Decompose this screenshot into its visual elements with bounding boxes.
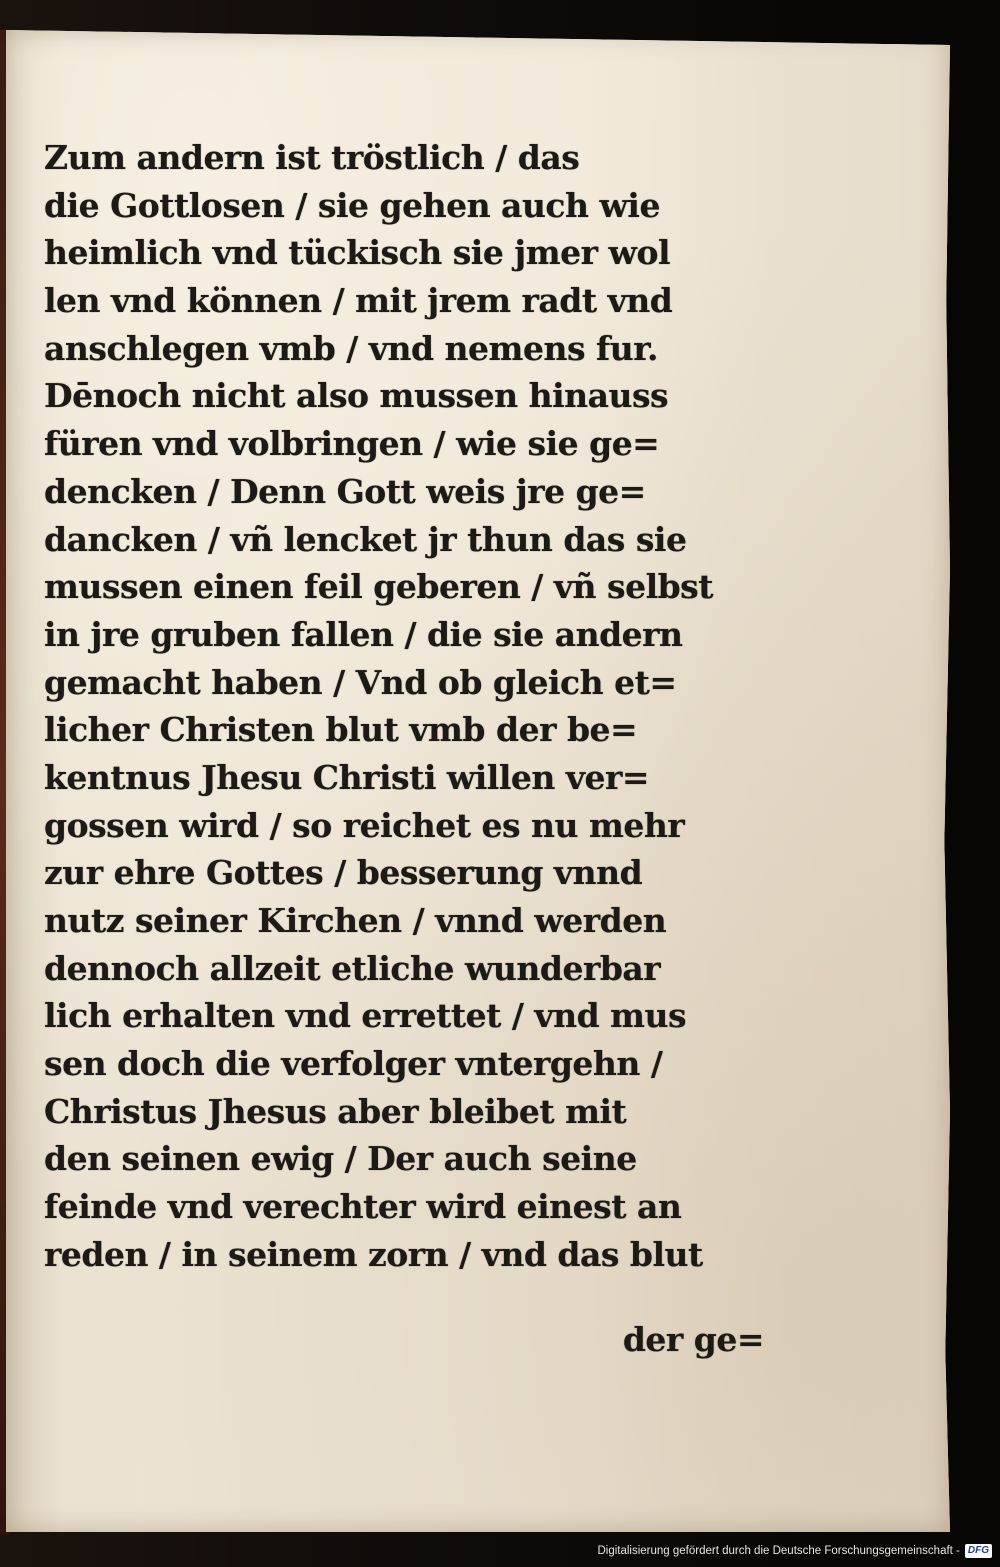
text-line: anschlegen vmb / vnd nemens fur. [44, 328, 659, 368]
text-line: heimlich vnd tückisch sie jmer wol [44, 233, 670, 273]
text-line: gossen wird / so reichet es nu mehr [44, 805, 685, 845]
text-line: Zum andern ist tröstlich / das [44, 138, 580, 177]
text-line: dancken / vñ lencket jr thun das sie [44, 519, 687, 559]
body-text [44, 134, 764, 1279]
text-line: lich erhalten vnd errettet / vnd mus [44, 996, 687, 1036]
text-line: mussen einen feil geberen / vñ selbst [44, 567, 714, 607]
text-line: len vnd können / mit jrem radt vnd [44, 281, 673, 321]
text-line: füren vnd volbringen / wie sie ge= [44, 424, 660, 464]
text-line: sen doch die verfolger vntergehn / [44, 1044, 663, 1084]
digitization-credit: Digitalisierung gefördert durch die Deutsche Forschungsgemeinschaft - [597, 1545, 960, 1557]
text-line: gemacht haben / Vnd ob gleich et= [44, 662, 677, 702]
text-line: dennoch allzeit etliche wunderbar [44, 948, 661, 988]
text-line: kentnus Jhesu Christi willen ver= [44, 757, 650, 797]
text-line: den seinen ewig / Der auch seine [44, 1139, 637, 1179]
text-line: dencken / Denn Gott weis jre ge= [44, 471, 646, 511]
text-line: die Gottlosen / sie gehen auch wie [44, 185, 660, 225]
catchword: der ge= [622, 1320, 764, 1359]
text-line: zur ehre Gottes / besserung vnnd [44, 853, 643, 893]
text-line: feinde vnd verechter wird einest an [44, 1187, 682, 1227]
footer-bar [0, 1535, 1000, 1567]
text-line: nutz seiner Kirchen / vnnd werden [44, 901, 667, 940]
text-line: Dēnoch nicht also mussen hinauss [44, 376, 669, 416]
text-line: in jre gruben fallen / die sie andern [44, 614, 683, 654]
catchword-container [44, 1316, 764, 1364]
text-line: reden / in seinem zorn / vnd das blut [44, 1234, 703, 1274]
text-line: Christus Jhesus aber bleibet mit [44, 1091, 627, 1131]
dfg-logo: DFG [965, 1544, 992, 1558]
text-line: licher Christen blut vmb der be= [44, 710, 638, 750]
